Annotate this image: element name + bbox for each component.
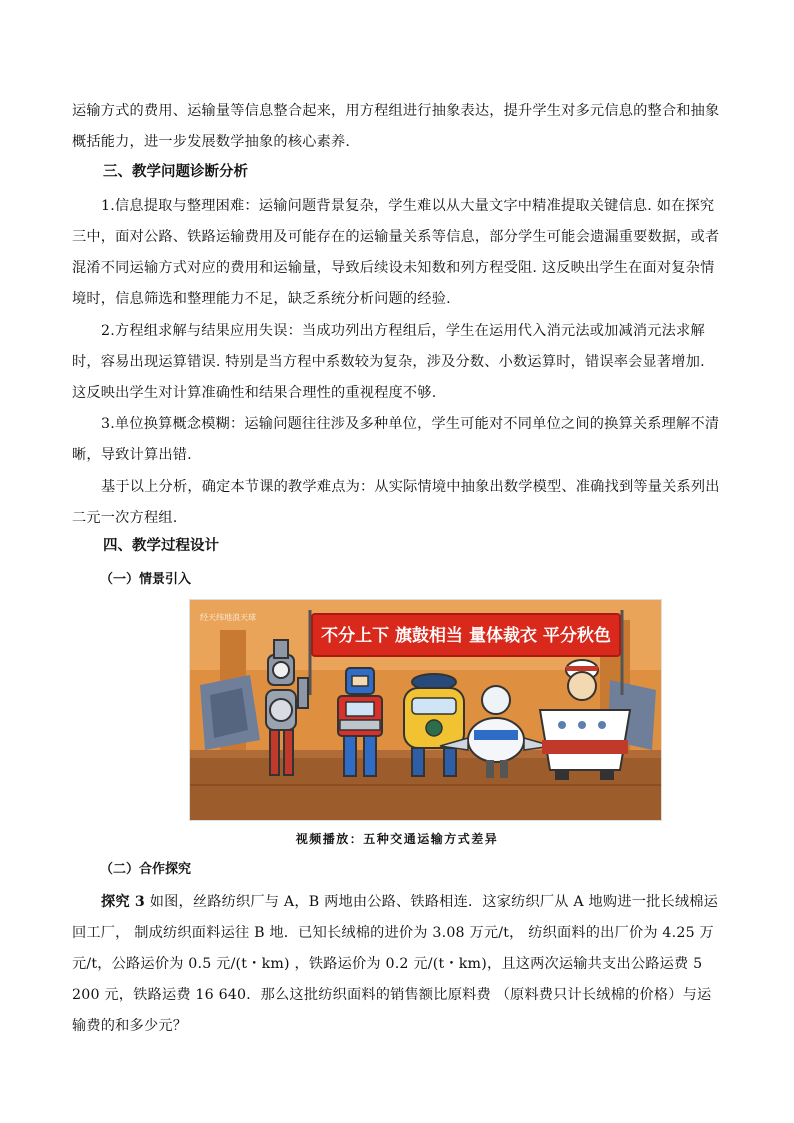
diagnosis-item-2: 2.方程组求解与结果应用失误：当成功列出方程组后，学生在运用代入消元法或加减消元法求解时，容易出现运算错误. 特别是当方程中系数较为复杂，涉及分数、小数运算时，错误率会显著增加. 这反映出学生对计算准确性和结果合理性的重视程度不够. <box>72 323 705 401</box>
transport-characters-image <box>189 599 662 821</box>
figure-caption: 视频播放：五种交通运输方式差异 <box>295 832 499 846</box>
banner-slogan: 不分上下 旗鼓相当 量体裁衣 平分秋色 <box>321 626 611 646</box>
explore-problem-text: 如图，丝路纺织厂与 A，B 两地由公路、铁路相连．这家纺织厂从 A 地购进一批长绒棉运回工厂， 制成纺织面料运往 B 地．已知长绒棉的进价为 3.08 万元/t， 纺织面料的出厂价为 4.25 万元/t，公路运价为 0.5 元/(t・km) ，铁路运价为 0.2 元/(t・km)，且这两次运输共支出公路运费 5 200 元，铁路运费 16 640．那么这批纺织面料的销售额比原料费 （原料费只计长绒棉的价格）与运输费的和多少元？ <box>72 894 719 1034</box>
section-heading-diagnosis: 三、教学问题诊断分析 <box>103 164 248 180</box>
subsection-heading-intro: （一）情景引入 <box>100 572 192 587</box>
section-heading-process: 四、教学过程设计 <box>103 538 219 554</box>
intro-paragraph: 运输方式的费用、运输量等信息整合起来，用方程组进行抽象表达，提升学生对多元信息的整合和抽象概括能力，进一步发展数学抽象的核心素养. <box>72 103 720 150</box>
conclusion-paragraph: 基于以上分析，确定本节课的教学难点为：从实际情境中抽象出数学模型、准确找到等量关系列出二元一次方程组. <box>72 479 720 526</box>
diagnosis-item-1: 1.信息提取与整理困难：运输问题背景复杂，学生难以从大量文字中精准提取关键信息. 如在探究三中，面对公路、铁路运输费用及可能存在的运输量关系等信息，部分学生可能会遗漏重要数据，或者混淆不同运输方式对应的费用和运输量，导致后续设未知数和列方程受阻. 这反映出学生在面对复杂情境时，信息筛选和整理能力不足，缺乏系统分析问题的经验. <box>72 198 720 307</box>
subsection-heading-explore: （二）合作探究 <box>100 862 192 877</box>
video-watermark: 经天纬地浪天球 <box>200 613 256 622</box>
diagnosis-item-3: 3.单位换算概念模糊：运输问题往往涉及多种单位，学生可能对不同单位之间的换算关系理解不清晰，导致计算出错. <box>72 416 720 463</box>
explore-label: 探究 3 <box>101 894 145 910</box>
explore-problem-paragraph <box>72 887 722 1042</box>
